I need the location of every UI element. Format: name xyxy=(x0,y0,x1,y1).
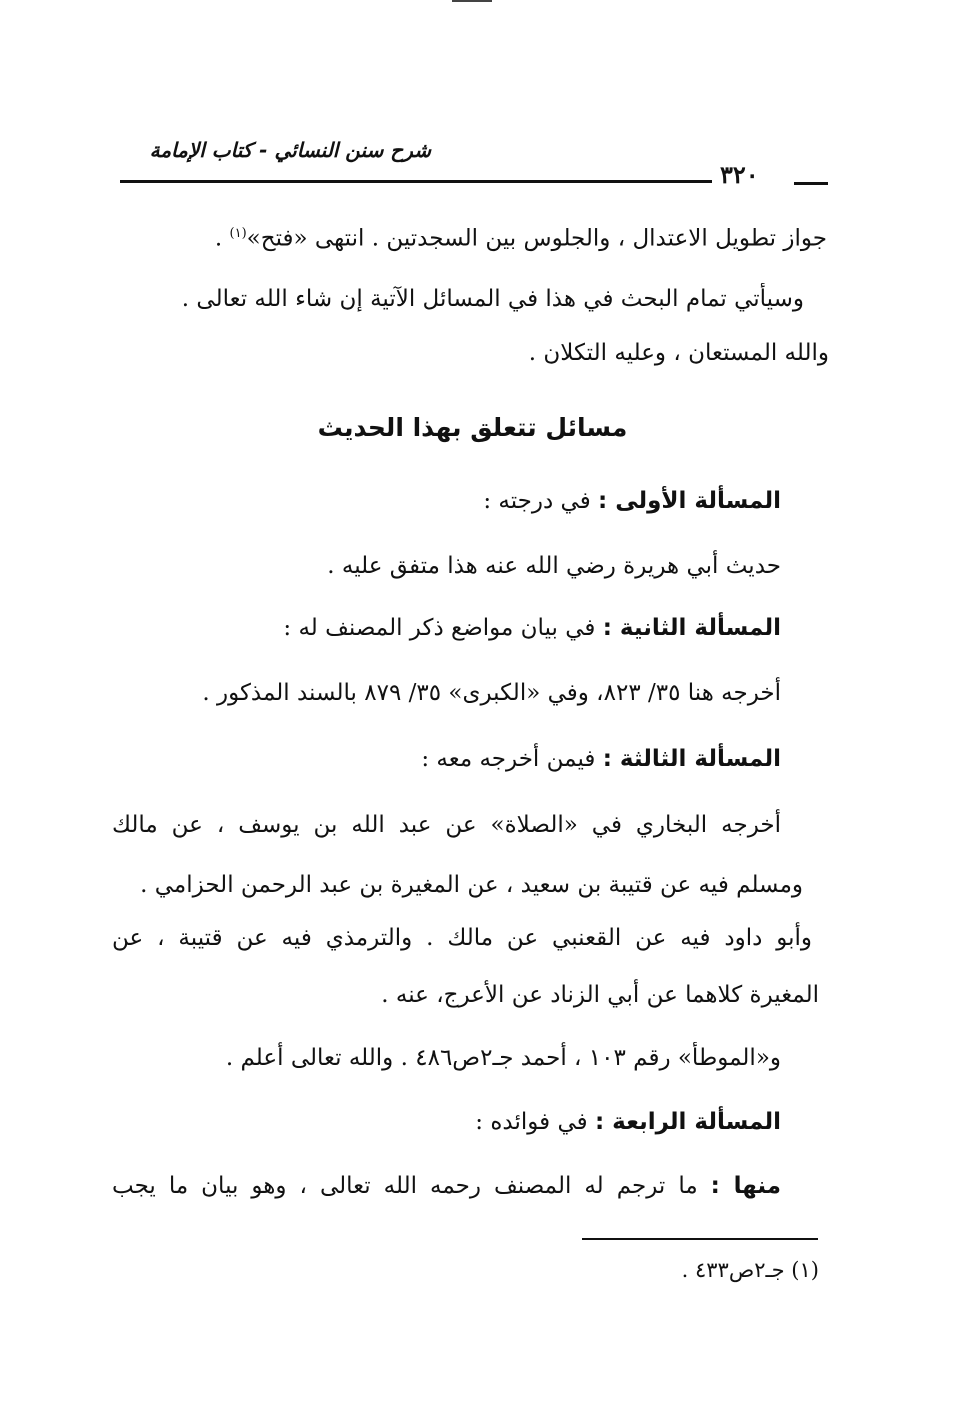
body-line-2: وسيأتي تمام البحث في هذا في المسائل الآتية إن شاء الله تعالى . xyxy=(181,286,804,312)
footnote-1: (١) جـ٢ص٤٣٣ . xyxy=(681,1258,819,1282)
question-3-body-5: و«الموطأ» رقم ١٠٣ ، أحمد جـ٢ص٤٨٦ . والله تعالى أعلم . xyxy=(225,1045,781,1071)
section-heading: مسائل تتعلق بهذا الحديث xyxy=(317,413,628,442)
question-4-item-1 xyxy=(112,1170,781,1202)
question-1-text: في درجته : xyxy=(483,488,591,514)
body-line-1-end: . xyxy=(214,225,230,252)
question-1 xyxy=(483,485,781,517)
body-line-3: والله المستعان ، وعليه التكلان . xyxy=(528,340,829,366)
footnote-rule xyxy=(582,1238,818,1240)
question-4-text: في فوائده : xyxy=(475,1109,588,1135)
question-4-item-text: ما ترجم له المصنف رحمه الله تعالى ، وهو بيان ما يجب xyxy=(112,1173,698,1199)
question-3-body-1: أخرجه البخاري في «الصلاة» عن عبد الله بن يوسف ، عن مالك xyxy=(112,812,781,838)
body-line-1-text: جواز تطويل الاعتدال ، والجلوس بين السجدتين . انتهى «فتح» xyxy=(246,225,827,252)
question-3 xyxy=(421,743,781,775)
page-number: ٣٢٠ xyxy=(720,160,759,189)
question-3-text: فيمن أخرجه معه : xyxy=(421,746,596,772)
question-2-text: في بيان مواضع ذكر المصنف له : xyxy=(283,615,596,641)
question-2-label: المسألة الثانية : xyxy=(602,615,781,641)
question-2 xyxy=(283,612,781,644)
header-rule xyxy=(120,180,712,183)
question-4 xyxy=(475,1106,781,1138)
question-1-body: حديث أبي هريرة رضي الله عنه هذا متفق عليه . xyxy=(327,553,781,579)
running-header-title: شرح سنن النسائي - كتاب الإمامة xyxy=(149,138,431,162)
question-1-label: المسألة الأولى : xyxy=(598,488,781,514)
question-4-item-label: منها : xyxy=(710,1173,781,1199)
question-3-body-3: وأبو داود فيه عن القعنبي عن مالك . والترمذي فيه عن قتيبة ، عن xyxy=(112,925,812,951)
header-rule-short xyxy=(794,182,828,185)
body-line-1 xyxy=(215,218,827,255)
question-4-label: المسألة الرابعة : xyxy=(594,1109,781,1135)
question-3-label: المسألة الثالثة : xyxy=(602,746,781,772)
top-edge-mark xyxy=(452,0,492,2)
question-3-body-2: ومسلم فيه عن قتيبة بن سعيد ، عن المغيرة بن عبد الرحمن الحزامي . xyxy=(140,872,803,898)
question-2-body: أخرجه هنا ٣٥/ ٨٢٣، وفي «الكبرى» ٣٥/ ٨٧٩ بالسند المذكور . xyxy=(202,680,781,706)
question-3-body-4: المغيرة كلاهما عن أبي الزناد عن الأعرج، عنه . xyxy=(381,982,819,1008)
footnote-marker: (١) xyxy=(229,226,247,241)
